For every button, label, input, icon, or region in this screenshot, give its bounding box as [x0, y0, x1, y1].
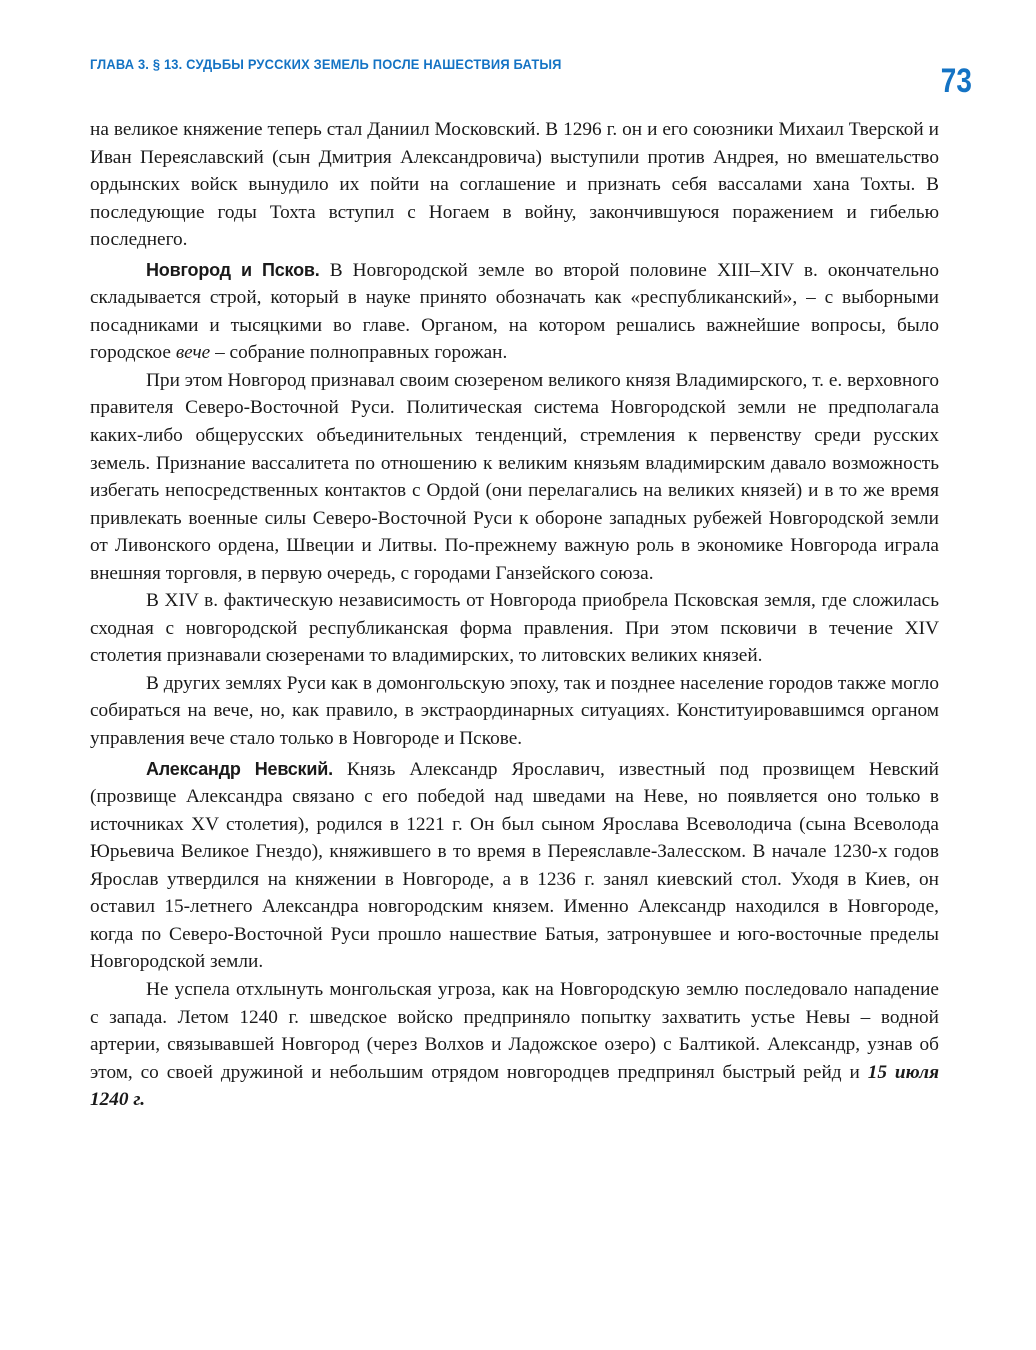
page-number: 73 [940, 62, 972, 100]
section-heading: Александр Невский. [146, 758, 333, 779]
section-heading: Новгород и Псков. [146, 259, 320, 280]
emphasized-date: 15 июля 1240 г. [90, 1061, 939, 1111]
paragraph: При этом Новгород признавал своим сюзереном великого князя Владимирского, т. е. верховного правителя Северо-Восточной Руси. Политическая система Новгородской земли не предполагала каких-либо общерусских объединительных тенденций, стремления к первенству среди русских земель. Признание вассалитета по отношению к великим князьям владимирским давало возможность избегать непосредственных контактов с Ордой (они перелагались на великих князей) и в то же время привлекать военные силы Северо-Восточной Руси к обороне западных рубежей Новгородской земли от Ливонского ордена, Швеции и Литвы. По-прежнему важную роль в экономике Новгорода играла внешняя торговля, в первую очередь, с городами Ганзейского союза. [90, 369, 939, 584]
italic-term: вече [175, 342, 211, 364]
section-novgorod-pskov [90, 257, 939, 367]
section-alexander-nevsky [90, 756, 939, 976]
running-head: ГЛАВА 3. § 13. СУДЬБЫ РУССКИХ ЗЕМЕЛЬ ПОСЛЕ НАШЕСТВИЯ БАТЫЯ [90, 56, 562, 72]
paragraph [90, 976, 939, 1114]
paragraph-text: – собрание полноправных горожан. [210, 342, 508, 364]
paragraph: В других землях Руси как в домонгольскую эпоху, так и позднее население городов также могло собираться на вече, но, как правило, в экстраординарных ситуациях. Конституировавшимся органом управления вече стало только в Новгороде и Пскове. [90, 672, 939, 750]
paragraph: на великое княжение теперь стал Даниил Московский. В 1296 г. он и его союзники Михаил Тверской и Иван Переяславский (сын Дмитрия Александровича) выступили против Андрея, но вмешательство ордынских войск вынудило их пойти на соглашение и признать себя вассалами хана Тохты. В последующие годы Тохта вступил с Ногаем в войну, закончившуюся поражением и гибелью последнего. [90, 119, 939, 251]
main-text [90, 116, 939, 1114]
paragraph-text: Не успела отхлынуть монгольская угроза, как на Новгородскую землю последовало нападение с запада. Летом 1240 г. шведское войско предприняло попытку захватить устье Невы – водной артерии, связывавшей Новгород (через Волхов и Ладожское озеро) с Балтикой. Александр, узнав об этом, со своей дружиной и небольшим отрядом новгородцев предпринял быстрый рейд и [90, 978, 939, 1083]
paragraph: В XIV в. фактическую независимость от Новгорода приобрела Псковская земля, где сложилась сходная с новгородской республиканская форма правления. При этом псковичи в течение XIV столетия признавали сюзеренами то владимирских, то литовских великих князей. [90, 590, 939, 667]
paragraph-text: Князь Александр Ярославич, известный под прозвищем Невский (прозвище Александра связано с его победой над шведами на Неве, но появляется оно только в источниках XV столетия), родился в 1221 г. Он был сыном Ярослава Всеволодича (сына Всеволода Юрьевича Великое Гнездо), княжившего в то время в Переяславле-Залесском. В начале 1230-х годов Ярослав утвердился на княжении в Новгороде, а в 1236 г. занял киевский стол. Уходя в Киев, он оставил 15-летнего Александра новгородским князем. Именно Александр находился в Новгороде, когда по Северо-Восточной Руси прошло нашествие Батыя, затронувшее и юго-восточные пределы Новгородской земли. [90, 758, 939, 973]
paragraph-text: В Новгородской земле во второй половине XIII–XIV в. окончательно складывается строй, который в науке принято обозначать как «республиканский», – с выборными посадниками и тысяцкими во главе. Органом, на котором решались важнейшие вопросы, было городское [90, 259, 939, 364]
